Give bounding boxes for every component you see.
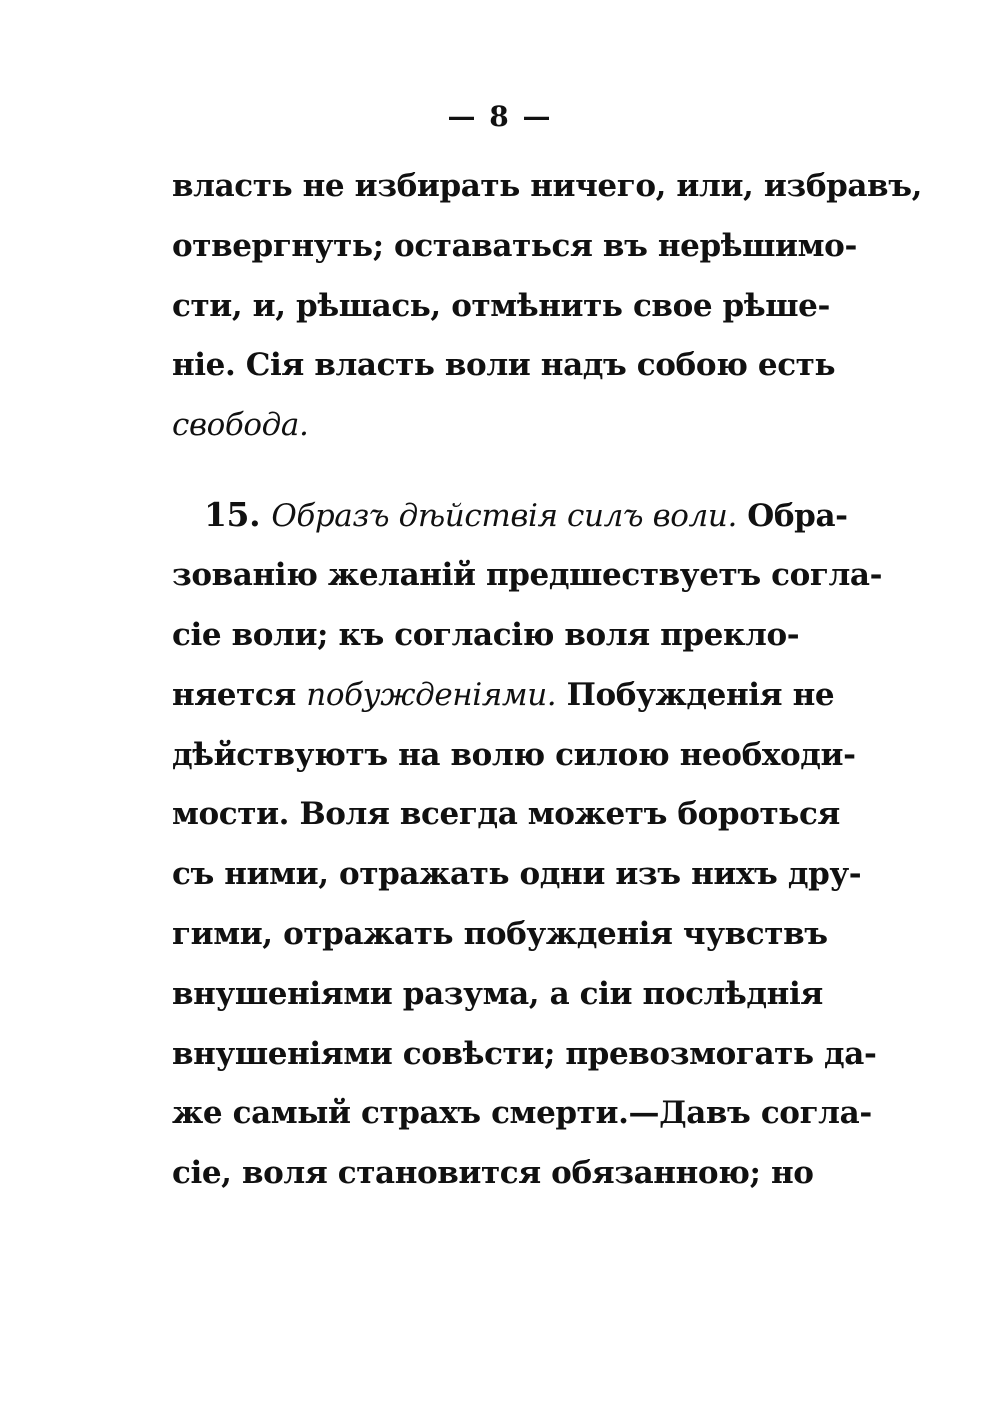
text-line (172, 735, 856, 775)
text-line (172, 345, 836, 385)
text-segment: Побужденія не (556, 677, 835, 713)
text-line (172, 794, 840, 834)
text-segment: съ ними, отражать одни изъ нихъ дру- (172, 856, 862, 892)
text-line (172, 286, 830, 326)
text-segment: власть не избирать ничего, или, избравъ, (172, 168, 922, 204)
section-number: 15. (204, 495, 272, 534)
text-segment: сти, и, рѣшась, отмѣнить свое рѣше- (172, 288, 830, 324)
text-line (172, 675, 835, 715)
page-number: — 8 — (447, 100, 553, 133)
text-segment: мости. Воля всегда можетъ бороться (172, 796, 840, 832)
italic-text: побужденіями. (306, 677, 557, 713)
text-segment: отвергнуть; оставаться въ нерѣшимо- (172, 228, 857, 264)
text-segment: гими, отражать побужденія чувствъ (172, 916, 828, 952)
text-line (172, 166, 922, 206)
text-segment: дѣйствуютъ на волю силою необходи- (172, 737, 856, 773)
text-segment: няется (172, 677, 307, 713)
text-line (172, 555, 883, 595)
text-segment: Обра- (736, 498, 848, 534)
italic-text: свобода. (172, 407, 309, 443)
text-line (172, 974, 823, 1014)
text-line (172, 1153, 814, 1193)
text-line (172, 914, 828, 954)
text-line (172, 1093, 872, 1133)
text-segment: ніе. Сія власть воли надъ собою есть (172, 347, 836, 383)
italic-text: Образъ дѣйствія силъ воли. (271, 498, 737, 534)
text-segment: внушеніями совѣсти; превозмогать да- (172, 1036, 877, 1072)
text-segment: зованію желаній предшествуетъ согла- (172, 557, 883, 593)
text-segment: же самый страхъ смерти.—Давъ согла- (172, 1095, 872, 1131)
text-line (172, 226, 857, 266)
text-segment: внушеніями разума, а сіи послѣднія (172, 976, 823, 1012)
text-line (172, 854, 862, 894)
text-line (172, 405, 764, 445)
text-segment: сіе воли; къ согласію воля прекло- (172, 617, 800, 653)
text-segment: сіе, воля становится обязанною; но (172, 1155, 814, 1191)
text-line (204, 495, 848, 536)
text-line (172, 1034, 877, 1074)
text-line (172, 615, 800, 655)
